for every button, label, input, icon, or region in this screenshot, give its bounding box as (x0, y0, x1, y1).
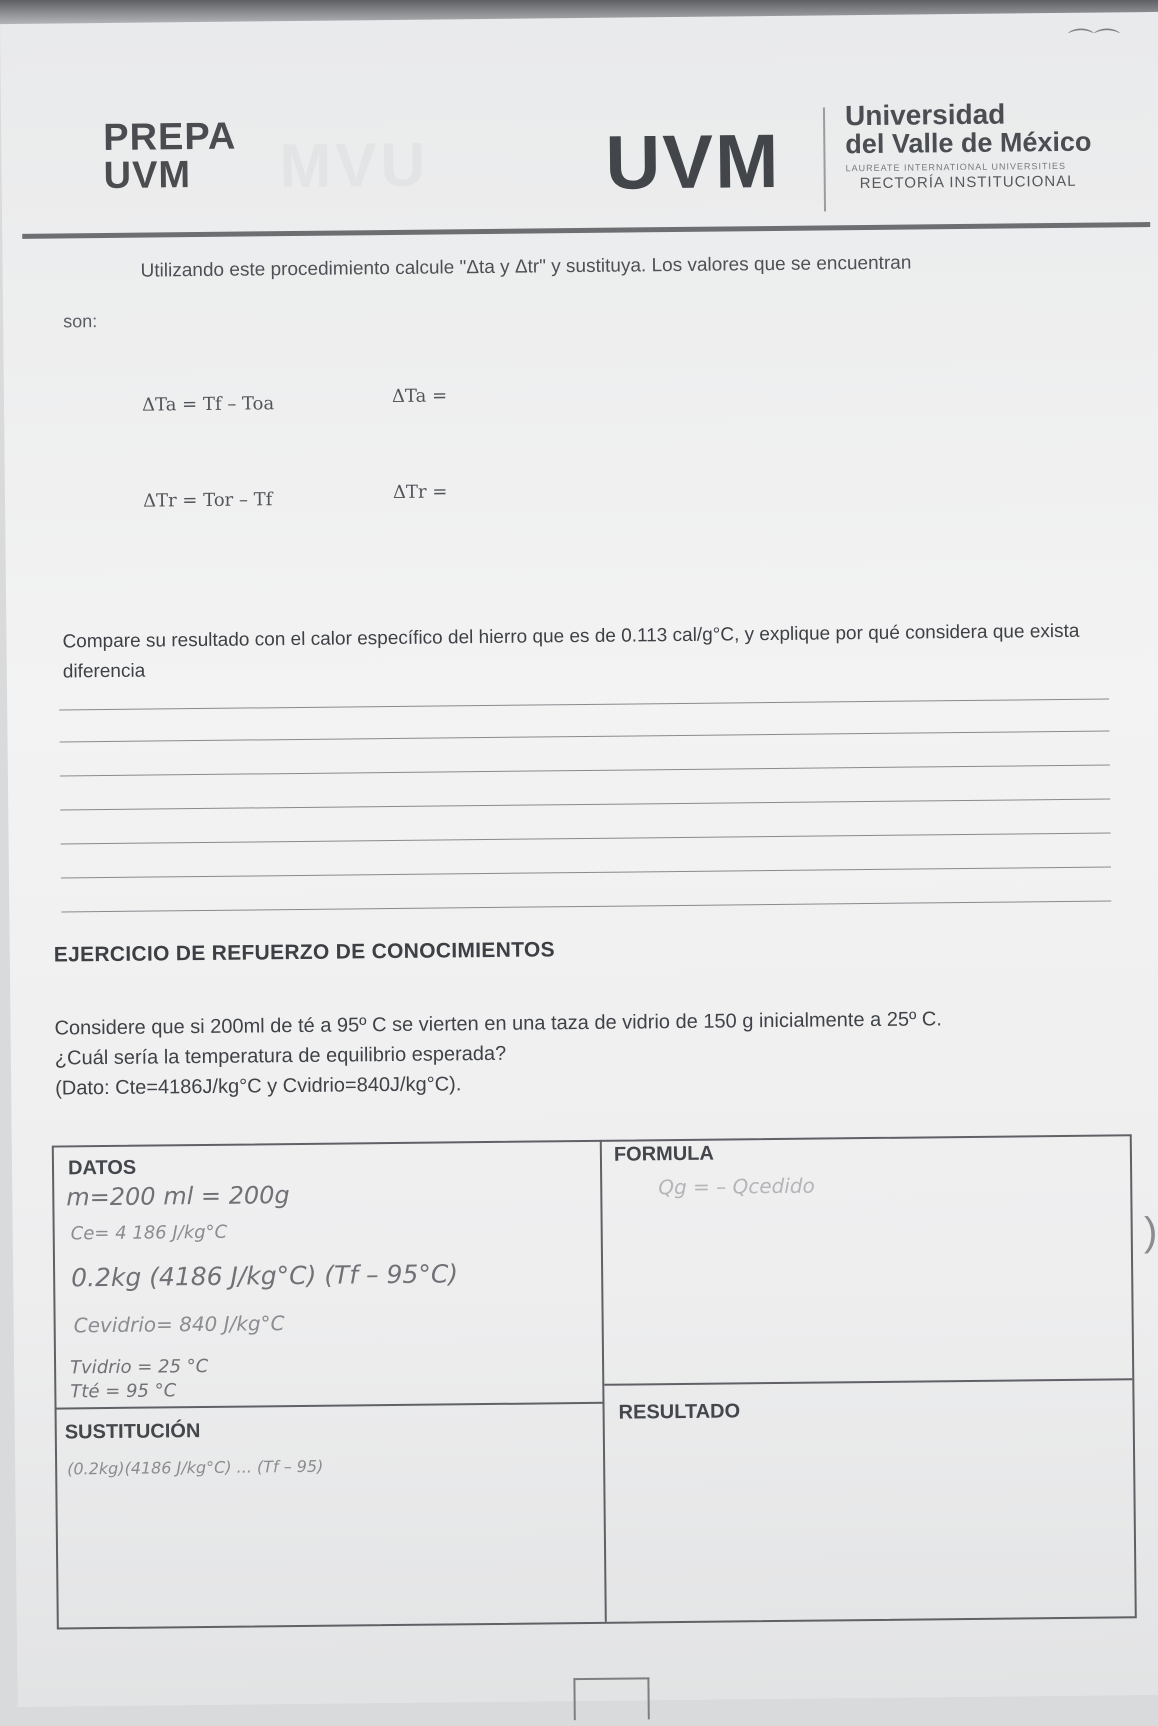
delta-ta-formula: ΔTa = Tf – Toa (141, 393, 275, 416)
formula-header: FORMULA (613, 1142, 714, 1166)
prepa-line1: PREPA (103, 115, 237, 159)
uvm-logo: UVM (605, 118, 781, 206)
handwritten-datos-4: Cevidrio= 840 J/kg°C (73, 1311, 285, 1338)
page-number-box (573, 1677, 649, 1720)
answer-line[interactable] (61, 900, 1111, 912)
prepa-uvm-logo (103, 115, 237, 197)
header-divider (22, 222, 1150, 239)
handwritten-sustitucion: (0.2kg)(4186 J/kg°C) ... (Tf – 95) (67, 1456, 324, 1479)
delta-tr-result: ΔTr = (392, 481, 448, 503)
exercise-problem (54, 1002, 1135, 1103)
answer-line[interactable] (59, 698, 1109, 710)
worksheet-page (0, 12, 1158, 1707)
logo-divider (823, 107, 826, 211)
sustitucion-header: SUSTITUCIÓN (64, 1420, 201, 1444)
answer-line[interactable] (60, 730, 1110, 742)
university-name-line1: Universidad (844, 98, 1006, 132)
prepa-line2: UVM (103, 154, 192, 197)
handwritten-datos-6: Tté = 95 °C (70, 1380, 177, 1403)
watermark-logo: MVU (279, 130, 430, 202)
delta-ta-result: ΔTa = (391, 385, 448, 407)
answer-line[interactable] (61, 832, 1111, 844)
rectoria-label: RECTORÍA INSTITUCIONAL (859, 172, 1077, 193)
handwritten-formula: Qg = – Qcedido (658, 1173, 815, 1200)
exercise-line3: (Dato: Cte=4186J/kg°C y Cvidrio=840J/kg°C). (55, 1073, 462, 1100)
exercise-line1: Considere que si 200ml de té a 95º C se vierten en una taza de vidrio de 150 g inicialmente a 25º C. (54, 1008, 942, 1040)
handwritten-datos-3: 0.2kg (4186 J/kg°C) (Tf – 95°C) (71, 1259, 459, 1293)
university-name-line2: del Valle de México (845, 126, 1092, 160)
datos-header: DATOS (67, 1156, 137, 1180)
handwritten-datos-2: Ce= 4 186 J/kg°C (70, 1221, 228, 1245)
instruction-continuation: son: (63, 311, 98, 332)
exercise-line2: ¿Cuál sería la temperatura de equilibrio esperada? (54, 1042, 507, 1070)
edge-bracket-mark: ) (1144, 1210, 1158, 1254)
corner-scribble: ⌒⌒ (1068, 27, 1121, 57)
laureate-tagline: LAUREATE INTERNATIONAL UNIVERSITIES (845, 160, 1067, 174)
delta-tr-formula: ΔTr = Tor – Tf (142, 489, 273, 512)
handwritten-datos-5: Tvidrio = 25 °C (69, 1355, 209, 1379)
answer-line[interactable] (61, 866, 1111, 878)
resultado-header: RESULTADO (618, 1400, 741, 1424)
answer-line[interactable] (60, 764, 1110, 776)
instruction-text: Utilizando este procedimiento calcule "Δta y Δtr" y sustituya. Los valores que se encuentran (140, 252, 912, 282)
answer-line[interactable] (60, 798, 1110, 810)
compare-question: Compare su resultado con el calor específico del hierro que es de 0.113 cal/g°C, y explique por qué considera que exista diferencia (62, 620, 1080, 683)
exercise-heading: EJERCICIO DE REFUERZO DE CONOCIMIENTOS (53, 938, 555, 967)
handwritten-datos-1: m=200 ml = 200g (66, 1181, 290, 1212)
